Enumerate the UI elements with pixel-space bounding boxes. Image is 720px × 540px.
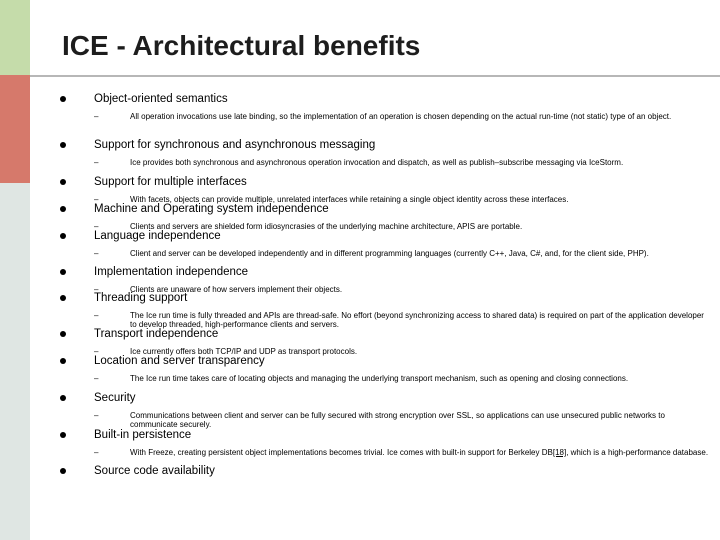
dash-icon: –: [94, 448, 99, 457]
list-item: [60, 202, 710, 229]
bullet-icon: [60, 358, 66, 364]
list-item: [60, 391, 710, 428]
item-detail: – Ice currently offers both TCP/IP and UDP as transport protocols.: [94, 347, 358, 356]
list-item: [60, 92, 710, 138]
bullet-icon: [60, 233, 66, 239]
list-item: [60, 327, 710, 354]
bullet-icon: [60, 295, 66, 301]
list-item: [60, 428, 710, 464]
dash-icon: –: [94, 311, 99, 320]
bullet-icon: [60, 432, 66, 438]
bullet-icon: [60, 179, 66, 185]
dash-icon: –: [94, 158, 99, 167]
item-detail: – Communications between client and server can be fully secured with strong encryption over SSL, so applications can use unsecured public networks to communicate securely.: [94, 411, 665, 429]
bullet-icon: [60, 96, 66, 102]
item-heading: Transport independence: [94, 328, 219, 340]
dash-icon: –: [94, 347, 99, 356]
bullet-icon: [60, 142, 66, 148]
list-item: [60, 291, 710, 327]
item-detail: – Clients are unaware of how servers implement their objects.: [94, 285, 343, 294]
item-heading: Implementation independence: [94, 266, 249, 278]
dash-icon: –: [94, 249, 99, 258]
dash-icon: –: [94, 374, 99, 383]
list-item: [60, 229, 710, 265]
title-divider: [30, 75, 720, 77]
item-heading: Built-in persistence: [94, 429, 192, 441]
item-detail: – Ice provides both synchronous and asynchronous operation invocation and dispatch, as well as publish–subscribe messaging via IceStorm.: [94, 158, 624, 167]
benefit-list: [60, 92, 710, 482]
dash-icon: –: [94, 112, 99, 121]
list-item: [60, 138, 710, 175]
accent-bar-grey: [0, 183, 30, 540]
slide-title: ICE - Architectural benefits: [62, 30, 421, 61]
dash-icon: –: [94, 411, 99, 420]
item-heading: Object-oriented semantics: [94, 93, 228, 105]
dash-icon: –: [94, 285, 99, 294]
item-detail: – Clients and servers are shielded form idiosyncrasies of the underlying machine architecture, APIS are portable.: [94, 222, 523, 231]
list-item: [60, 175, 710, 202]
item-detail: – All operation invocations use late binding, so the implementation of an operation is chosen depending on the actual run-time (not static) type of an object.: [94, 112, 672, 121]
item-detail: – Client and server can be developed independently and in different programming languages (currently C++, Java, C#, and, for the client side, PHP).: [94, 249, 649, 258]
bullet-icon: [60, 395, 66, 401]
citation-link[interactable]: [18]: [552, 448, 567, 457]
item-heading: Support for synchronous and asynchronous messaging: [94, 139, 376, 151]
bullet-icon: [60, 468, 66, 474]
item-heading: Security: [94, 392, 136, 404]
accent-bar-green: [0, 0, 30, 75]
item-detail: – With Freeze, creating persistent object implementations becomes trivial. Ice comes with built-in support for Berkeley DB[18], which is a high-performance database.: [94, 448, 709, 457]
bullet-icon: [60, 331, 66, 337]
item-heading: Machine and Operating system independence: [94, 203, 329, 215]
accent-bar-red: [0, 75, 30, 183]
dash-icon: –: [94, 222, 99, 231]
item-heading: Language independence: [94, 230, 221, 242]
list-item: [60, 464, 710, 482]
dash-icon: –: [94, 195, 99, 204]
item-heading: Threading support: [94, 292, 188, 304]
item-heading: Support for multiple interfaces: [94, 176, 247, 188]
list-item: [60, 354, 710, 391]
list-item: [60, 265, 710, 294]
bullet-icon: [60, 206, 66, 212]
item-heading: Source code availability: [94, 465, 215, 477]
item-detail: – The Ice run time is fully threaded and APIs are thread-safe. No effort (beyond synchronizing access to shared data) is required on part of the application developer to develop threaded, high-performance clients and servers.: [94, 311, 704, 329]
item-detail: – The Ice run time takes care of locating objects and managing the underlying transport mechanism, such as opening and closing connections.: [94, 374, 629, 383]
bullet-icon: [60, 269, 66, 275]
item-heading: Location and server transparency: [94, 355, 265, 367]
item-detail: – With facets, objects can provide multiple, unrelated interfaces while retaining a single object identity across these interfaces.: [94, 195, 569, 204]
